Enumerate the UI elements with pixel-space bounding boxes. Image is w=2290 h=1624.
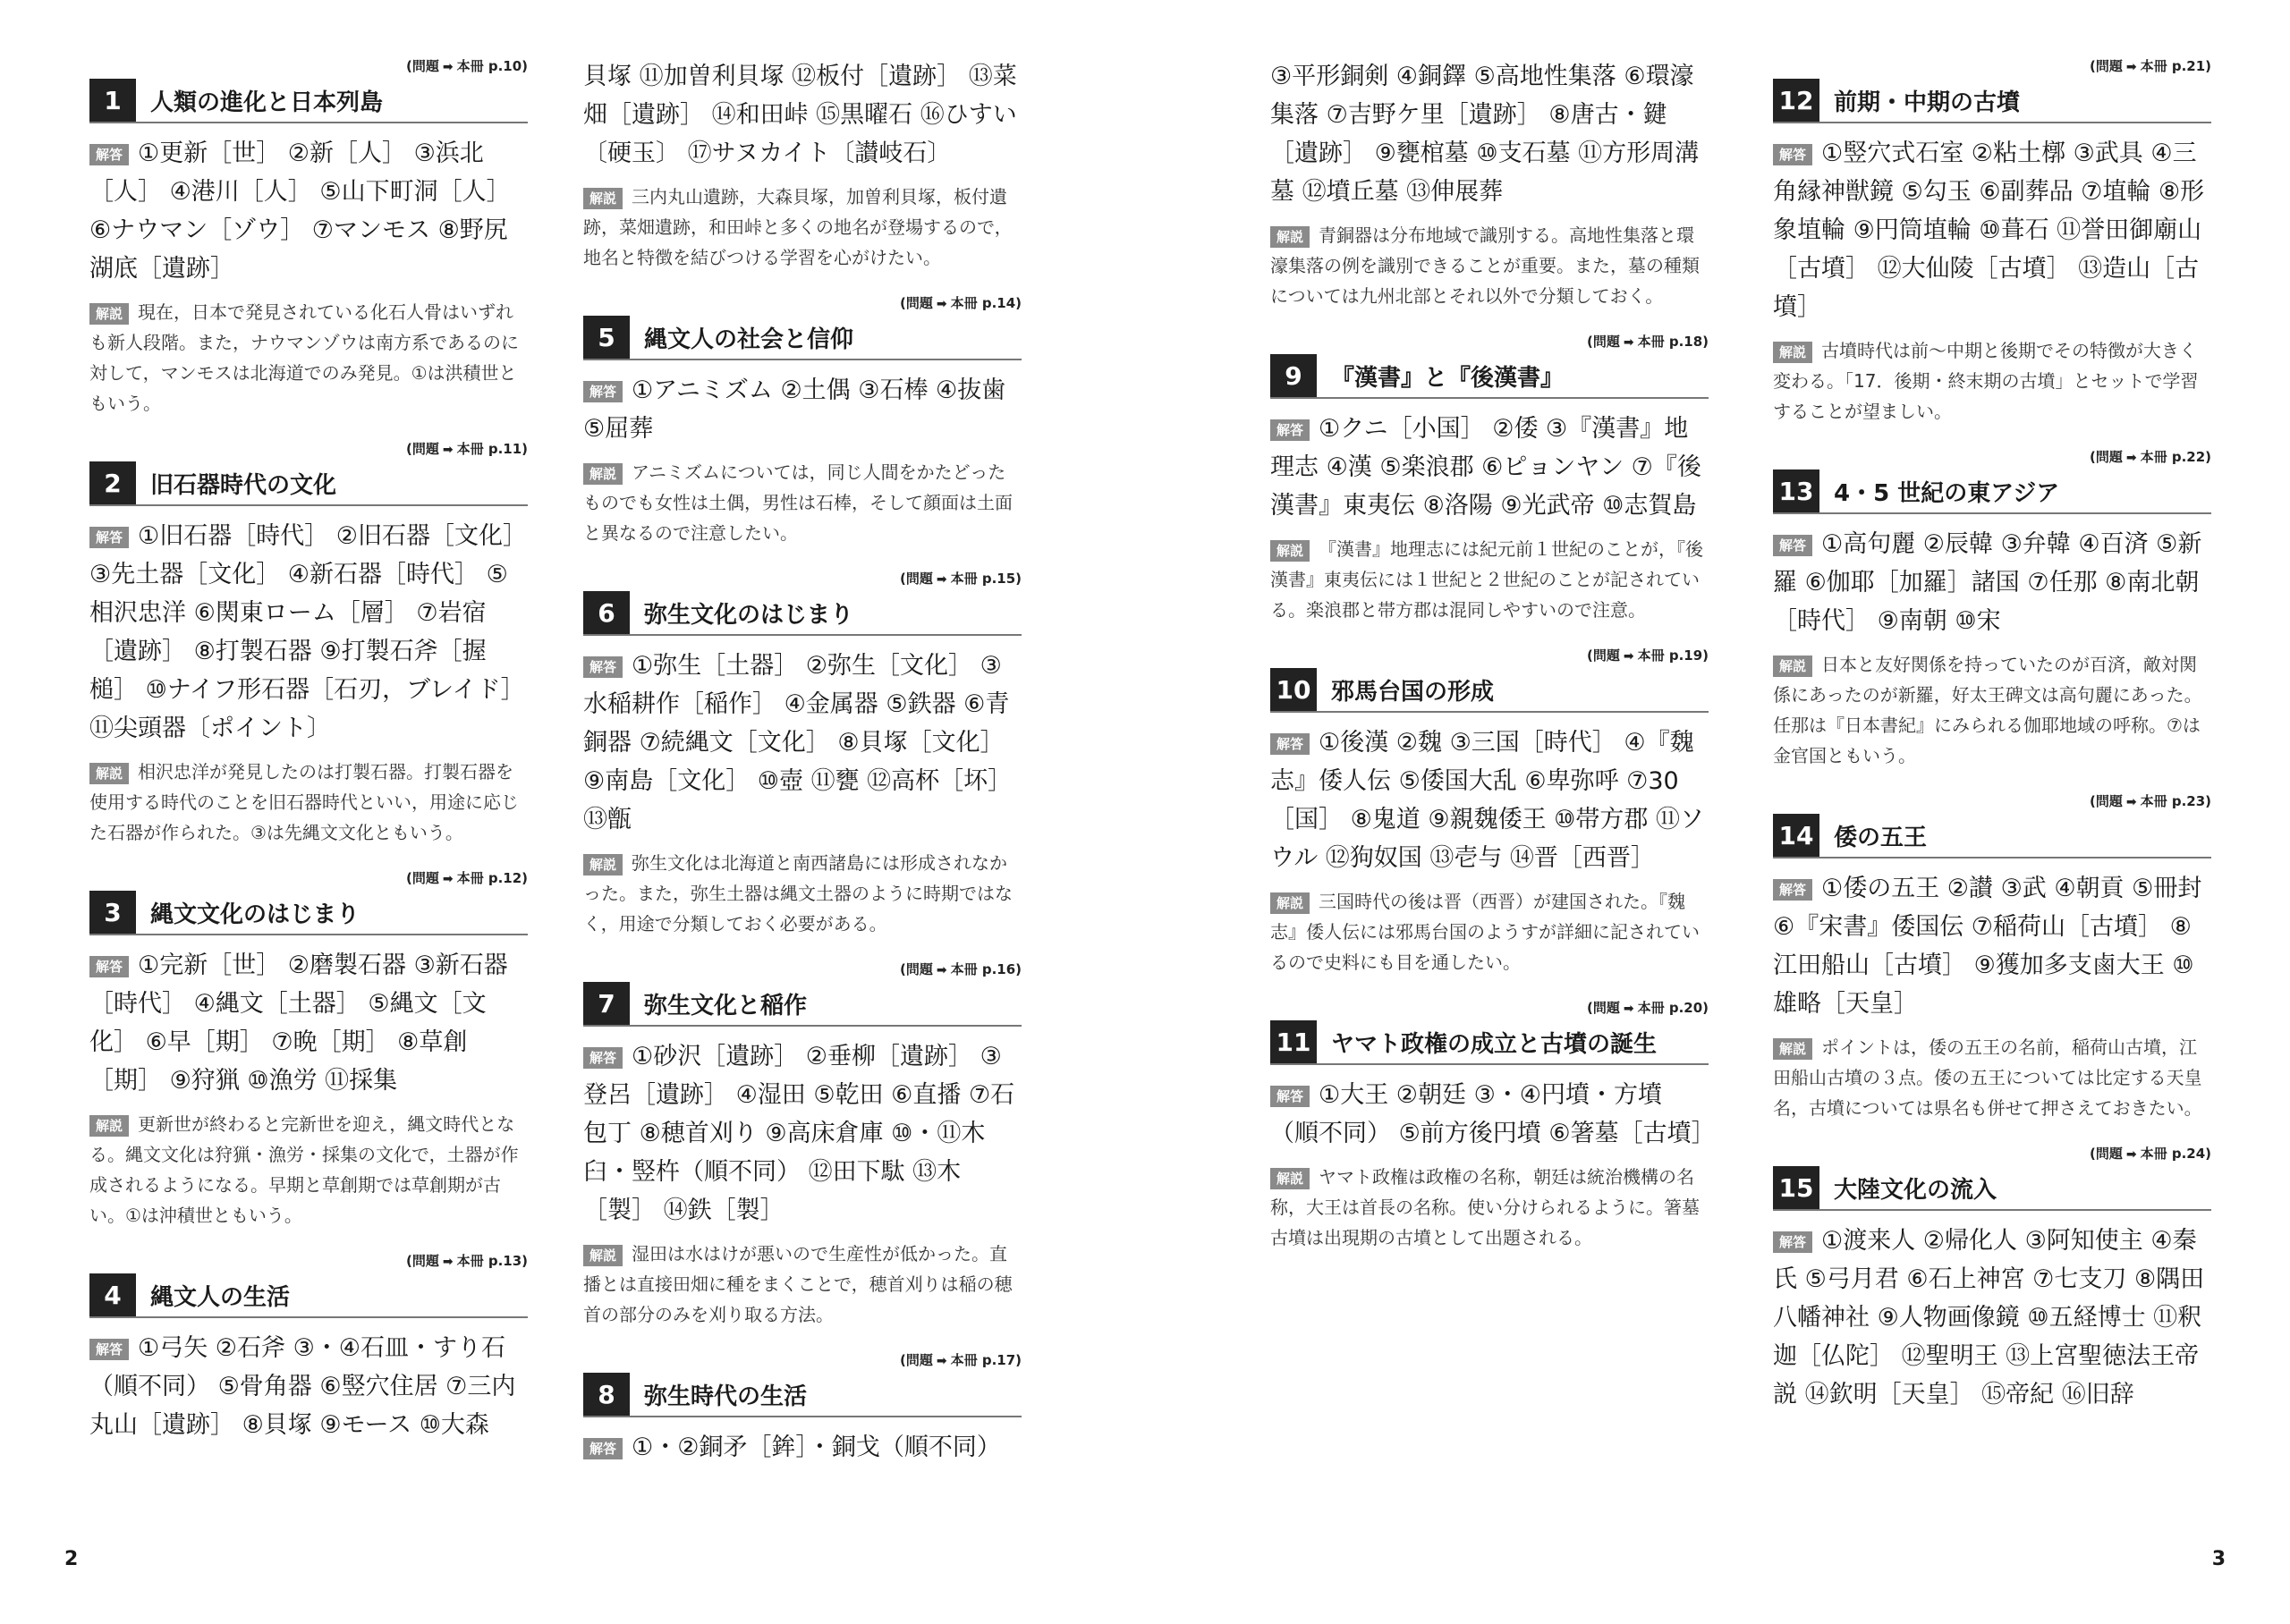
page-number-left: 2 [64,1548,79,1570]
answer-label: 解答 [1773,879,1812,901]
answer-label: 解答 [89,144,129,165]
answer-block [1773,869,2211,1023]
section-header [1270,1020,1709,1065]
answer-label: 解答 [1773,535,1812,556]
answer-section [583,570,1022,939]
reference-prefix: (問題 [406,870,439,886]
right-page [1145,0,2290,1624]
section-number: 1 [89,79,136,122]
explanation-block [583,848,1022,939]
answer-text: ①更新［世］ ②新［人］ ③浜北［人］ ④港川［人］ ⑤山下町洞［人］ ⑥ナウマン［ゾウ］ ⑦マンモス ⑧野尻湖底［遺跡］ [89,140,511,283]
column-3 [1270,57,1716,1274]
answer-section [1270,999,1716,1253]
section-title: 縄文文化のはじまり [150,901,360,928]
section-title: 旧石器時代の文化 [150,471,337,499]
arrow-icon: ➡ [442,872,454,886]
section-number: 12 [1773,79,1819,122]
reference-prefix: (問題 [2090,449,2123,465]
page-reference [1270,999,1709,1017]
explanation-text: 三内丸山遺跡，大森貝塚，加曽利貝塚，板付遺跡，菜畑遺跡，和田峠と多くの地名が登場するので，地名と特徴を結びつける学習を心がけたい。 [583,186,1013,268]
answer-label: 解答 [1270,1086,1310,1107]
section-title: 『漢書』と『後漢書』 [1331,364,1565,392]
answer-text: ①砂沢［遺跡］ ②垂柳［遺跡］ ③登呂［遺跡］ ④湿田 ⑤乾田 ⑥直播 ⑦石包丁 ⑧穂首刈り ⑨高床倉庫 ⑩・⑪木臼・竪杵（順不同） ⑫田下駄 ⑬木［製］ ⑭鉄［製］ [583,1043,1015,1224]
section-number: 9 [1270,354,1317,397]
answer-block [1773,1222,2211,1414]
answer-section [583,1351,1022,1467]
section-number: 14 [1773,814,1819,857]
answer-text: ①倭の五王 ②讃 ③武 ④朝貢 ⑤冊封 ⑥『宋書』倭国伝 ⑦稲荷山［古墳］ ⑧江田船山［古墳］ ⑨獲加多支鹵大王 ⑩雄略［天皇］ [1773,875,2202,1018]
explanation-block [89,297,528,419]
section-title: 4・5 世紀の東アジア [1834,479,2060,507]
arrow-icon: ➡ [2125,1147,2137,1162]
answer-section [89,1252,528,1444]
answer-block [89,134,528,288]
answer-label: 解答 [583,1047,623,1069]
page-reference [1773,57,2211,75]
reference-prefix: (問題 [2090,1146,2123,1162]
explanation-block [1773,1032,2211,1123]
answer-text: ①弓矢 ②石斧 ③・④石皿・すり石（順不同） ⑤骨角器 ⑥竪穴住居 ⑦三内丸山［遺跡］ ⑧貝塚 ⑨モース ⑩大森 [89,1334,516,1439]
arrow-icon: ➡ [936,963,947,977]
section-header [1773,1166,2211,1211]
answer-block [1270,723,1709,877]
answer-label: 解答 [89,956,129,977]
section-header [583,1373,1022,1417]
explanation-block [89,757,528,848]
section-header [583,591,1022,636]
explanation-block [1773,335,2211,427]
section-number: 3 [89,891,136,934]
reference-page: 本冊 p.12) [456,870,528,886]
arrow-icon: ➡ [442,1255,454,1269]
page-reference [89,57,528,75]
arrow-icon: ➡ [442,443,454,457]
explanation-label: 解説 [1270,1168,1310,1189]
answer-text: ①アニミズム ②土偶 ③石棒 ④抜歯 ⑤屈葬 [583,376,1006,443]
section-title: 前期・中期の古墳 [1834,89,2021,116]
answer-block [583,1428,1022,1467]
arrow-icon: ➡ [2125,451,2137,465]
answer-section [89,57,528,419]
answer-text: ①竪穴式石室 ②粘土槨 ③武具 ④三角縁神獣鏡 ⑤勾玉 ⑥副葬品 ⑦埴輪 ⑧形象埴輪 ⑨円筒埴輪 ⑩葺石 ⑪誉田御廟山［古墳］ ⑫大仙陵［古墳］ ⑬造山［古墳］ [1773,140,2205,321]
answer-block [1270,1076,1716,1153]
explanation-text: 現在，日本で発見されている化石人骨はいずれも新人段階。また，ナウマンゾウは南方系であるのに対して，マンモスは北海道でのみ発見。①は洪積世ともいう。 [89,301,519,414]
explanation-block [89,1109,528,1231]
explanation-label: 解説 [583,463,623,485]
section-title: 邪馬台国の形成 [1331,678,1495,706]
explanation-label: 解説 [1270,226,1310,248]
explanation-label: 解説 [583,188,623,209]
section-number: 10 [1270,668,1317,711]
reference-prefix: (問題 [406,58,439,74]
explanation-label: 解説 [89,303,129,325]
section-number: 13 [1773,469,1819,512]
section-title: 弥生文化と稲作 [644,992,808,1019]
explanation-block [583,182,1022,273]
section-number: 8 [583,1373,630,1416]
reference-prefix: (問題 [900,1352,933,1368]
explanation-text: 弥生文化は北海道と南西諸島には形成されなかった。また，弥生土器は縄文土器のように時期ではなく，用途で分類しておく必要がある。 [583,852,1013,935]
answer-block [89,517,528,748]
explanation-label: 解説 [1773,342,1812,363]
section-number: 2 [89,461,136,504]
section-number: 15 [1773,1166,1819,1209]
answer-text: ①大王 ②朝廷 ③・④円墳・方墳（順不同） ⑤前方後円墳 ⑥箸墓［古墳］ [1270,1081,1716,1147]
section-number: 11 [1270,1020,1317,1063]
answer-text: 貝塚 ⑪加曽利貝塚 ⑫板付［遺跡］ ⑬菜畑［遺跡］ ⑭和田峠 ⑮黒曜石 ⑯ひすい〔硬玉〕 ⑰サヌカイト〔讃岐石〕 [583,63,1017,167]
explanation-block [1270,1162,1709,1253]
answer-block [89,946,528,1100]
column-2 [583,57,1022,1488]
answer-block [1270,410,1709,525]
answer-section [583,960,1022,1330]
answer-label: 解答 [89,1339,129,1360]
arrow-icon: ➡ [1623,335,1634,350]
explanation-block [1270,534,1709,625]
section-header [89,891,528,935]
answer-label: 解答 [1773,1231,1812,1253]
explanation-text: 湿田は水はけが悪いので生産性が低かった。直播とは直接田畑に種をまくことで，穂首刈りは稲の穂首の部分のみを刈り取る方法。 [583,1243,1013,1325]
answer-text: ①・②銅矛［鉾］・銅戈（順不同） [632,1434,1001,1461]
section-header [1773,79,2211,123]
reference-page: 本冊 p.22) [2140,449,2211,465]
answer-text: ③平形銅剣 ④銅鐸 ⑤高地性集落 ⑥環濠集落 ⑦吉野ケ里［遺跡］ ⑧唐古・鍵［遺跡］ ⑨甕棺墓 ⑩支石墓 ⑪方形周溝墓 ⑫墳丘墓 ⑬伸展葬 [1270,63,1700,206]
answer-section [1270,647,1709,977]
explanation-text: 古墳時代は前～中期と後期でその特徴が大きく変わる。「17．後期・終末期の古墳」とセットで学習することが望ましい。 [1773,340,2199,422]
page-reference [89,440,528,458]
arrow-icon: ➡ [936,572,947,587]
section-number: 7 [583,982,630,1025]
explanation-text: 更新世が終わると完新世を迎え，縄文時代となる。縄文文化は狩猟・漁労・採集の文化で，土器が作成されるようになる。早期と草創期では草創期が古い。①は沖積世ともいう。 [89,1113,519,1226]
reference-page: 本冊 p.23) [2140,793,2211,809]
explanation-text: ヤマト政権は政権の名称，朝廷は統治機構の名称，大王は首長の名称。使い分けられるように。箸墓古墳は出現期の古墳として出題される。 [1270,1166,1700,1248]
explanation-label: 解説 [1270,892,1310,914]
explanation-block [1270,220,1709,311]
explanation-label: 解説 [583,1245,623,1266]
reference-prefix: (問題 [406,441,439,457]
answer-block [1270,57,1709,211]
explanation-label: 解説 [1773,656,1812,677]
section-header [1270,668,1709,713]
answer-label: 解答 [1270,419,1310,441]
section-title: 人類の進化と日本列島 [150,89,384,116]
explanation-block [583,457,1022,548]
reference-prefix: (問題 [900,961,933,977]
section-header [1773,814,2211,859]
reference-page: 本冊 p.17) [950,1352,1022,1368]
explanation-text: アニミズムについては，同じ人間をかたどったものでも女性は土偶，男性は石棒，そして顔面は土面と異なるので注意したい。 [583,461,1013,544]
column-1 [89,57,528,1466]
explanation-label: 解説 [583,854,623,875]
explanation-text: ポイントは，倭の五王の名前，稲荷山古墳，江田船山古墳の３点。倭の五王については比定する天皇名，古墳については県名も併せて押さえておきたい。 [1773,1036,2202,1119]
reference-prefix: (問題 [1587,334,1620,350]
answer-block [89,1329,528,1444]
section-header [89,461,528,506]
answer-section [1773,448,2211,771]
reference-page: 本冊 p.18) [1637,334,1709,350]
explanation-text: 青銅器は分布地域で識別する。高地性集落と環濠集落の例を識別できることが重要。また，墓の種類については九州北部とそれ以外で分類しておく。 [1270,224,1700,307]
arrow-icon: ➡ [1623,1002,1634,1016]
page-reference [1773,792,2211,810]
explanation-label: 解説 [1270,540,1310,562]
answer-text: ①高句麗 ②辰韓 ③弁韓 ④百済 ⑤新羅 ⑥伽耶［加羅］諸国 ⑦任那 ⑧南北朝［時代］ ⑨南朝 ⑩宋 [1773,530,2202,635]
column-4 [1773,57,2211,1435]
section-number: 5 [583,316,630,359]
reference-prefix: (問題 [900,295,933,311]
reference-page: 本冊 p.24) [2140,1146,2211,1162]
answer-block [1773,134,2211,326]
page-reference [583,1351,1022,1369]
section-title: 倭の五王 [1834,824,1928,851]
reference-prefix: (問題 [1587,647,1620,664]
arrow-icon: ➡ [442,60,454,74]
answer-block [1773,525,2211,640]
answer-label: 解答 [583,656,623,678]
answer-block [583,1037,1022,1230]
section-number: 6 [583,591,630,634]
page-reference [1773,448,2211,466]
section-header [1773,469,2211,514]
page-reference [89,1252,528,1270]
explanation-label: 解説 [89,1115,129,1137]
answer-block [583,57,1022,173]
page-reference [583,960,1022,978]
reference-page: 本冊 p.13) [456,1253,528,1269]
reference-prefix: (問題 [2090,58,2123,74]
section-header [583,982,1022,1027]
answer-text: ①弥生［土器］ ②弥生［文化］ ③水稲耕作［稲作］ ④金属器 ⑤鉄器 ⑥青銅器 ⑦続縄文［文化］ ⑧貝塚［文化］ ⑨南島［文化］ ⑩壺 ⑪甕 ⑫高杯［坏］ ⑬甑 [583,652,1013,833]
explanation-text: 日本と友好関係を持っていたのが百済，敵対関係にあったのが新羅，好太王碑文は高句麗にあった。任那は『日本書紀』にみられる伽耶地域の呼称。⑦は金官国ともいう。 [1773,654,2202,766]
answer-section [1270,57,1709,311]
section-title: 大陸文化の流入 [1834,1176,1997,1204]
answer-text: ①クニ［小国］ ②倭 ③『漢書』地理志 ④漢 ⑤楽浪郡 ⑥ピョンヤン ⑦『後漢書』東夷伝 ⑧洛陽 ⑨光武帝 ⑩志賀島 [1270,415,1701,520]
answer-text: ①旧石器［時代］ ②旧石器［文化］ ③先土器［文化］ ④新石器［時代］ ⑤相沢忠洋 ⑥関東ローム［層］ ⑦岩宿［遺跡］ ⑧打製石器 ⑨打製石斧［握槌］ ⑩ナイフ形石器［石刃，ブレイド］ ⑪尖頭器〔ポイント〕 [89,522,528,742]
answer-section [1773,792,2211,1123]
explanation-block [1773,649,2211,771]
arrow-icon: ➡ [2125,60,2137,74]
arrow-icon: ➡ [936,297,947,311]
answer-label: 解答 [1270,733,1310,755]
answer-text: ①完新［世］ ②磨製石器 ③新石器［時代］ ④縄文［土器］ ⑤縄文［文化］ ⑥早［期］ ⑦晩［期］ ⑧草創［期］ ⑨狩猟 ⑩漁労 ⑪採集 [89,952,508,1095]
explanation-label: 解説 [89,763,129,784]
answer-section [1773,1145,2211,1414]
reference-page: 本冊 p.16) [950,961,1022,977]
answer-section [89,440,528,848]
explanation-text: 相沢忠洋が発見したのは打製石器。打製石器を使用する時代のことを旧石器時代といい，用途に応じた石器が作られた。③は先縄文文化ともいう。 [89,761,519,843]
answer-section [583,294,1022,548]
page-number-right: 3 [2211,1548,2226,1570]
answer-block [583,371,1022,448]
page-reference [583,294,1022,312]
answer-text: ①後漢 ②魏 ③三国［時代］ ④『魏志』倭人伝 ⑤倭国大乱 ⑥卑弥呼 ⑦30［国］ ⑧鬼道 ⑨親魏倭王 ⑩帯方郡 ⑪ソウル ⑫狗奴国 ⑬壱与 ⑭晋［西晋］ [1270,729,1704,872]
reference-prefix: (問題 [1587,1000,1620,1016]
answer-section [1773,57,2211,427]
page-reference [1270,647,1709,664]
answer-block [583,647,1022,839]
explanation-label: 解説 [1773,1038,1812,1060]
answer-label: 解答 [1773,144,1812,165]
explanation-text: 『漢書』地理志には紀元前１世紀のことが，『後漢書』東夷伝には１世紀と２世紀のことが記されている。楽浪郡と帯方郡は混同しやすいので注意。 [1270,538,1704,621]
arrow-icon: ➡ [1623,649,1634,664]
answer-label: 解答 [89,527,129,548]
section-title: 縄文人の生活 [150,1283,291,1311]
reference-page: 本冊 p.14) [950,295,1022,311]
explanation-text: 三国時代の後は晋（西晋）が建国された。『魏志』倭人伝には邪馬台国のようすが詳細に記されているので史料にも目を通したい。 [1270,891,1700,973]
reference-prefix: (問題 [2090,793,2123,809]
reference-page: 本冊 p.21) [2140,58,2211,74]
answer-label: 解答 [583,1438,623,1459]
section-title: ヤマト政権の成立と古墳の誕生 [1331,1030,1658,1058]
page-reference [1773,1145,2211,1163]
section-title: 縄文人の社会と信仰 [644,326,854,353]
section-header [583,316,1022,360]
arrow-icon: ➡ [2125,795,2137,809]
reference-page: 本冊 p.11) [456,441,528,457]
reference-page: 本冊 p.10) [456,58,528,74]
section-title: 弥生時代の生活 [644,1383,808,1410]
answer-section [89,869,528,1231]
reference-prefix: (問題 [900,571,933,587]
answer-text: ①渡来人 ②帰化人 ③阿知使主 ④秦氏 ⑤弓月君 ⑥石上神宮 ⑦七支刀 ⑧隅田八幡神社 ⑨人物画像鏡 ⑩五経博士 ⑪釈迦［仏陀］ ⑫聖明王 ⑬上宮聖徳法王帝説 ⑭欽明［天皇］ ⑮帝紀 ⑯旧辞 [1773,1227,2205,1408]
page-reference [1270,333,1709,351]
answer-section [1270,333,1709,625]
reference-page: 本冊 p.20) [1637,1000,1709,1016]
answer-label: 解答 [583,381,623,402]
page-reference [89,869,528,887]
page-reference [583,570,1022,588]
explanation-block [1270,886,1709,977]
answer-section [583,57,1022,273]
arrow-icon: ➡ [936,1354,947,1368]
reference-page: 本冊 p.15) [950,571,1022,587]
section-number: 4 [89,1273,136,1316]
reference-page: 本冊 p.19) [1637,647,1709,664]
section-header [89,1273,528,1318]
section-title: 弥生文化のはじまり [644,601,854,629]
reference-prefix: (問題 [406,1253,439,1269]
section-header [1270,354,1709,399]
section-header [89,79,528,123]
explanation-block [583,1239,1022,1330]
